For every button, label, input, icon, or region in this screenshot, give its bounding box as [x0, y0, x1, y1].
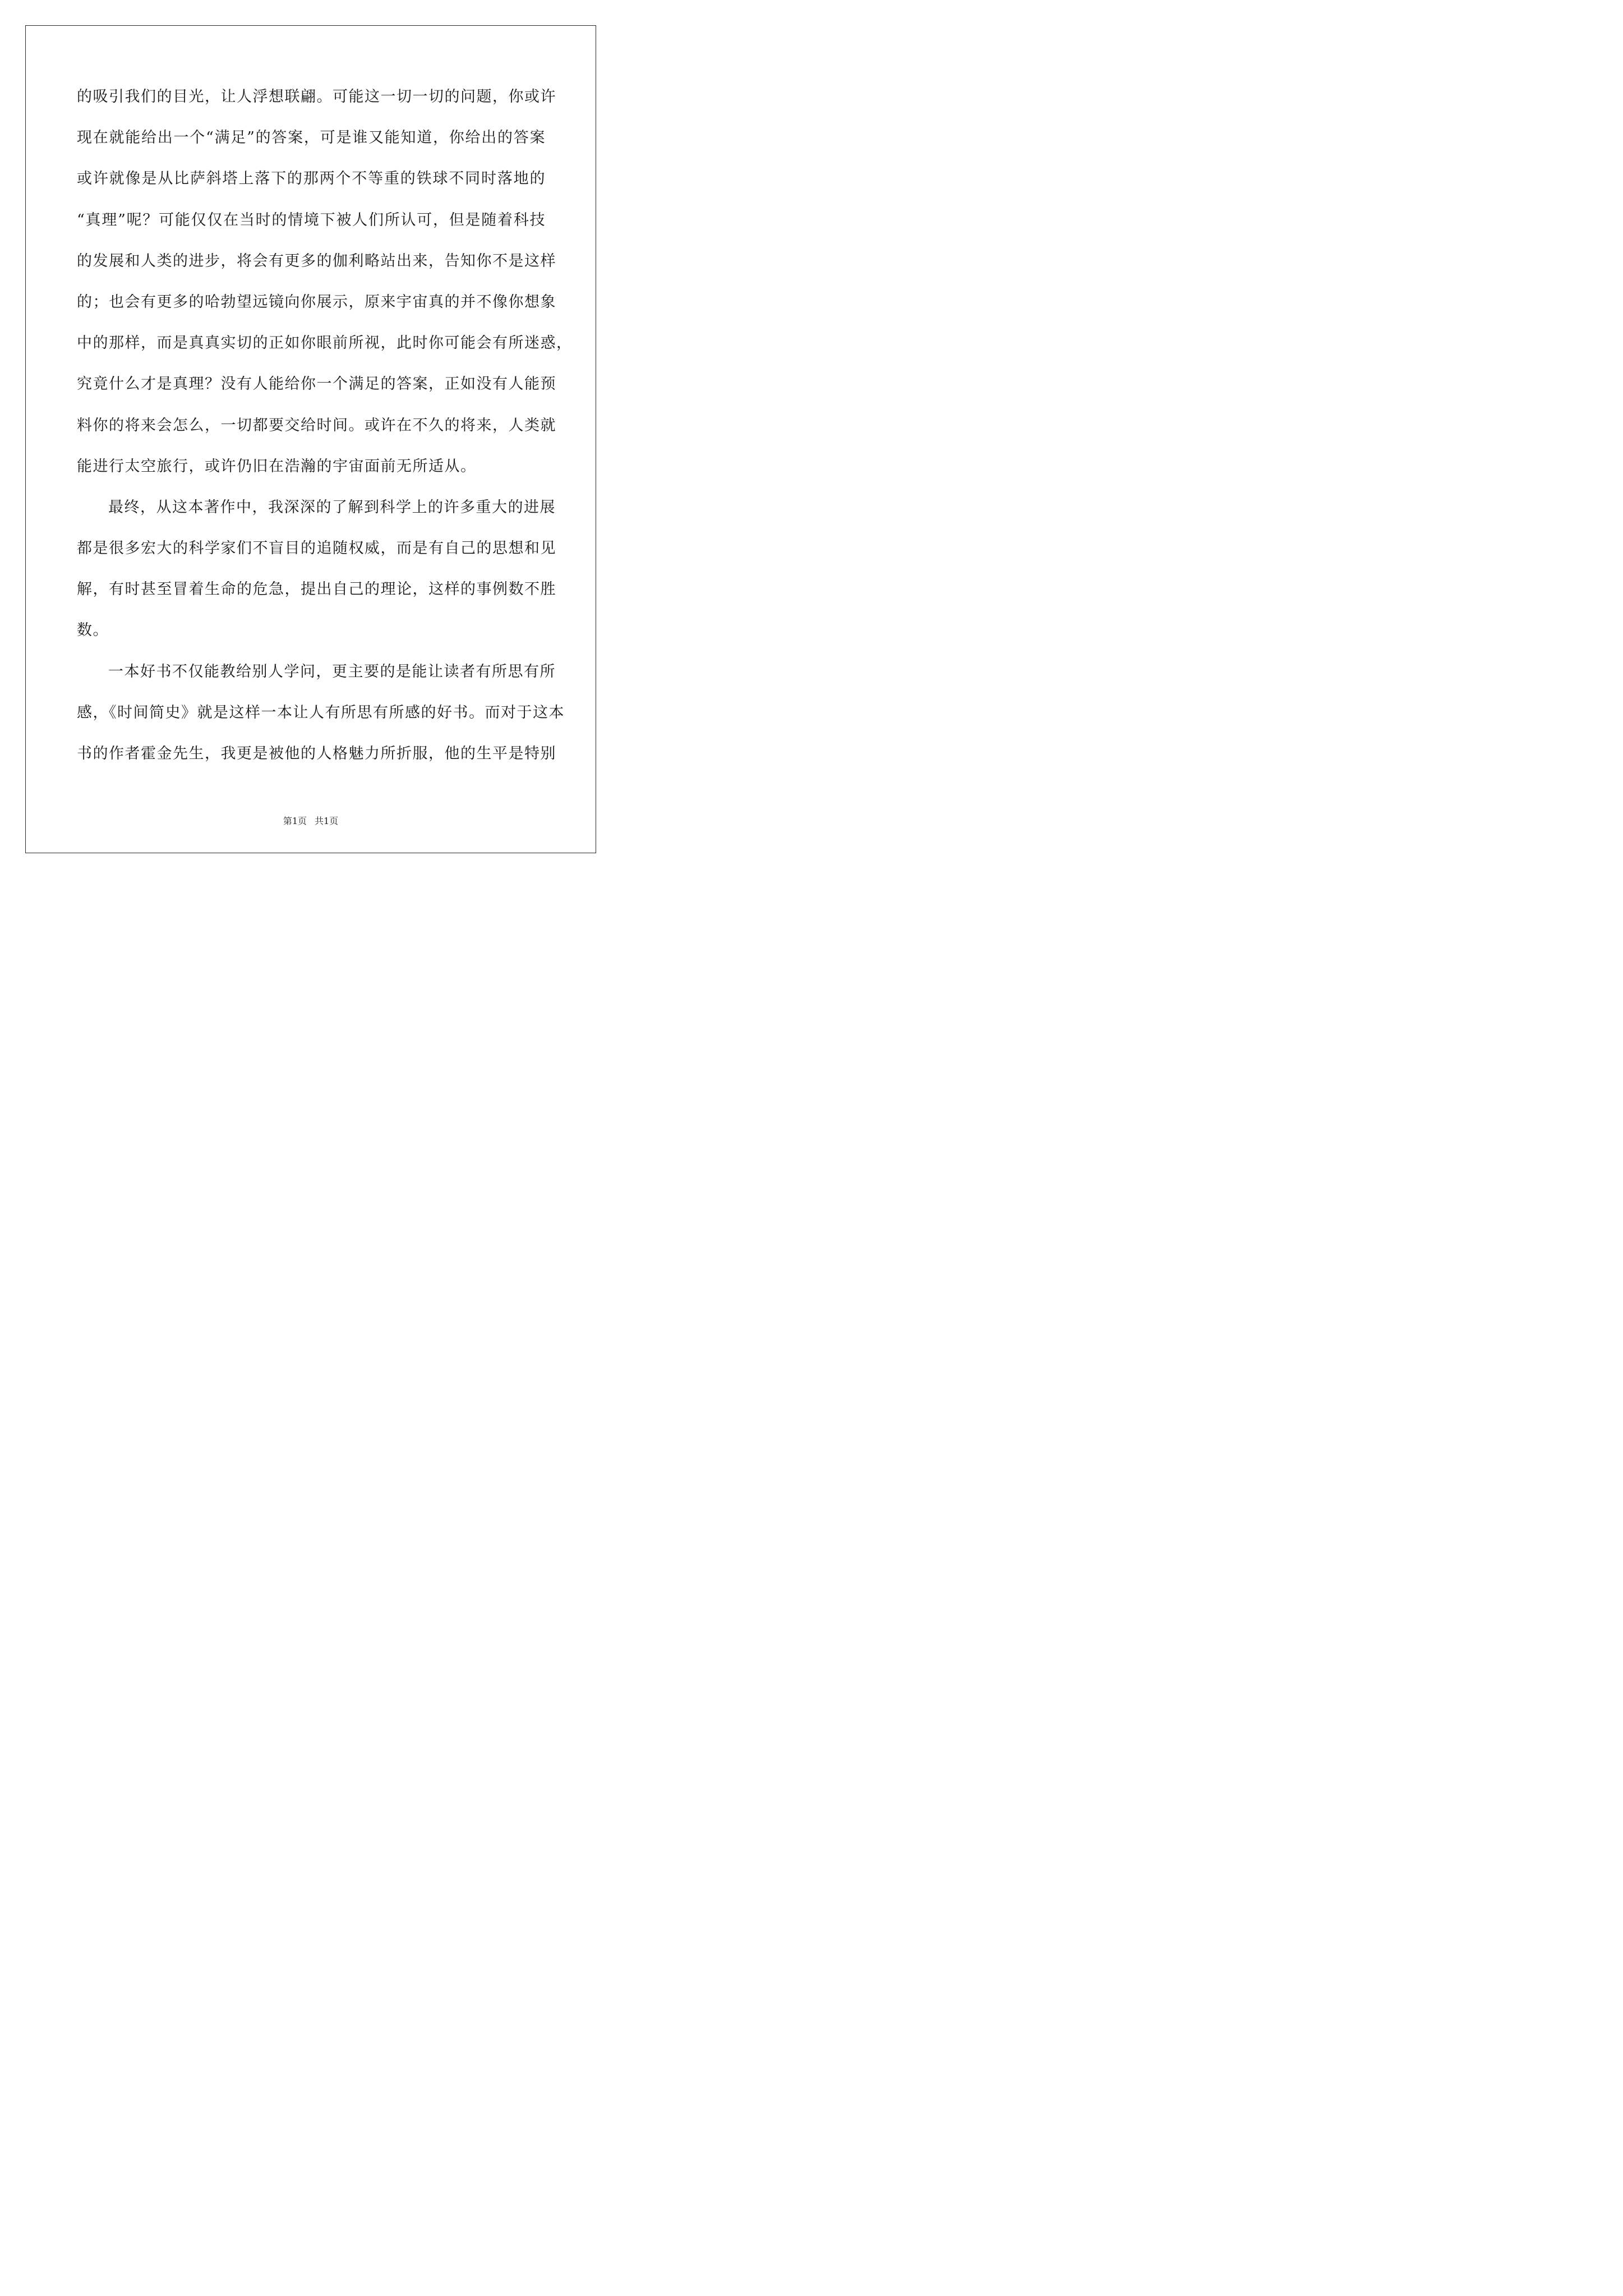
- page-number: 第1页: [283, 816, 307, 826]
- text-line: 中的那样，而是真真实切的正如你眼前所视，此时你可能会有所迷惑，: [77, 334, 573, 352]
- text-line: “真理”呢？可能仅仅在当时的情境下被人们所认可，但是随着科技: [77, 211, 546, 229]
- text-line: 能进行太空旅行，或许仍旧在浩瀚的宇宙面前无所适从。: [77, 457, 477, 475]
- text-line: 现在就能给出一个“满足”的答案，可是谁又能知道，你给出的答案: [77, 129, 546, 147]
- text-line: 数。: [77, 622, 109, 639]
- text-line: 的吸引我们的目光，让人浮想联翩。可能这一切一切的问题，你或许: [77, 88, 556, 105]
- text-line: 书的作者霍金先生，我更是被他的人格魅力所折服，他的生平是特别: [77, 745, 556, 762]
- text-line: 感，《时间简史》就是这样一本让人有所思有所感的好书。而对于这本: [77, 703, 565, 721]
- text-line: 一本好书不仅能教给别人学问，更主要的是能让读者有所思有所: [108, 662, 556, 680]
- text-line: 最终，从这本著作中，我深深的了解到科学上的许多重大的进展: [108, 498, 556, 516]
- text-line: 究竟什么才是真理？没有人能给你一个满足的答案，正如没有人能预: [77, 375, 556, 393]
- page-footer: [0, 814, 621, 827]
- page-total: 共1页: [315, 816, 339, 826]
- text-line: 的发展和人类的进步，将会有更多的伽利略站出来，告知你不是这样: [77, 252, 556, 270]
- text-line: 的；也会有更多的哈勃望远镜向你展示，原来宇宙真的并不像你想象: [77, 293, 556, 311]
- text-line: 都是很多宏大的科学家们不盲目的追随权威，而是有自己的思想和见: [77, 540, 556, 558]
- document-body: [77, 80, 573, 778]
- text-line: 解，有时甚至冒着生命的危急，提出自己的理论，这样的事例数不胜: [77, 581, 556, 599]
- text-line: 或许就像是从比萨斜塔上落下的那两个不等重的铁球不同时落地的: [77, 170, 546, 188]
- text-line: 料你的将来会怎么，一切都要交给时间。或许在不久的将来，人类就: [77, 416, 556, 434]
